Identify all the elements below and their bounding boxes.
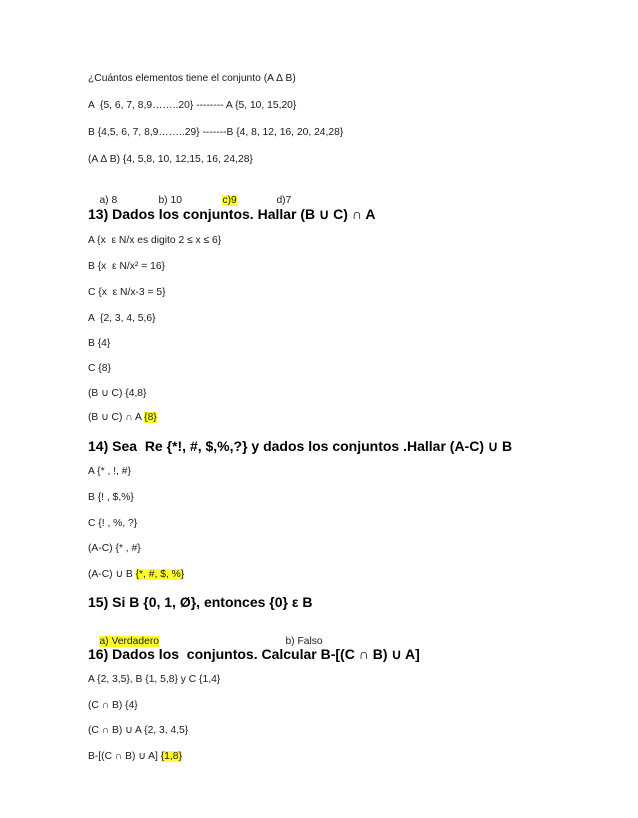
q14-title: 14) Sea Re {*!, #, $,%,?} y dados los conjuntos .Hallar (A-C) ∪ B <box>88 438 513 454</box>
q16-title: 16) Dados los conjuntos. Calcular B-[(C ∩ B) ∪ A] <box>88 646 420 662</box>
q13-line: (B ∪ C) {4,8} <box>88 388 147 399</box>
q12-line-ab: (A ∆ B) {4, 5,8, 10, 12,15, 16, 24,28} <box>88 154 253 165</box>
q12-option-d: d)7 <box>276 195 292 206</box>
q15-option-a-highlight: a) Verdadero <box>99 636 159 647</box>
q12-option-a: a) 8 <box>99 195 118 206</box>
q13-answer-line <box>88 411 157 425</box>
q12-line-b: B {4,5, 6, 7, 8,9……..29} -------B {4, 8, 12, 16, 20, 24,28} <box>88 127 344 138</box>
q13-line: C {x ε N/x-3 = 5} <box>88 287 166 298</box>
q16-line: A {2, 3,5}, B {1, 5,8} y C {1,4} <box>88 674 221 685</box>
q13-answer-prefix: (B ∪ C) ∩ A <box>88 412 145 423</box>
q15-option-b: b) Falso <box>285 636 323 647</box>
q12-option-c-highlight: c)9 <box>222 195 237 206</box>
q14-answer: {*, #, $, %} <box>135 569 185 580</box>
q13-line: C {8} <box>88 363 111 374</box>
q16-line: (C ∩ B) {4} <box>88 700 138 711</box>
q14-line: C {! , %, ?} <box>88 518 138 529</box>
q13-title: 13) Dados los conjuntos. Hallar (B ∪ C) ∩ A <box>88 206 376 222</box>
q13-line: A {2, 3, 4, 5,6} <box>88 313 156 324</box>
q12-line-a: A {5, 6, 7, 8,9……..20} -------- A {5, 10, 15,20} <box>88 100 297 111</box>
q13-line: A {x ε N/x es digito 2 ≤ x ≤ 6} <box>88 235 222 246</box>
q13-answer: {8} <box>144 412 157 423</box>
q14-line: A {* , !, #} <box>88 466 131 477</box>
q14-line: B {! , $,%} <box>88 492 134 503</box>
q13-line: B {4} <box>88 338 111 349</box>
q12-option-b: b) 10 <box>158 195 182 206</box>
q14-answer-line <box>88 568 184 582</box>
q16-answer-line <box>88 750 182 764</box>
q15-title: 15) Si B {0, 1, Ø}, entonces {0} ε B <box>88 594 313 610</box>
q12-question: ¿Cuántos elementos tiene el conjunto (A ∆ B) <box>88 73 296 84</box>
q13-line: B {x ε N/x² = 16} <box>88 261 165 272</box>
q16-line: (C ∩ B) ∪ A {2, 3, 4,5} <box>88 725 189 736</box>
q14-line: (A-C) {* , #} <box>88 543 141 554</box>
q16-answer-prefix: B-[(C ∩ B) ∪ A] <box>88 751 161 762</box>
q14-answer-prefix: (A-C) ∪ B <box>88 569 136 580</box>
q16-answer: {1,8} <box>160 751 182 762</box>
